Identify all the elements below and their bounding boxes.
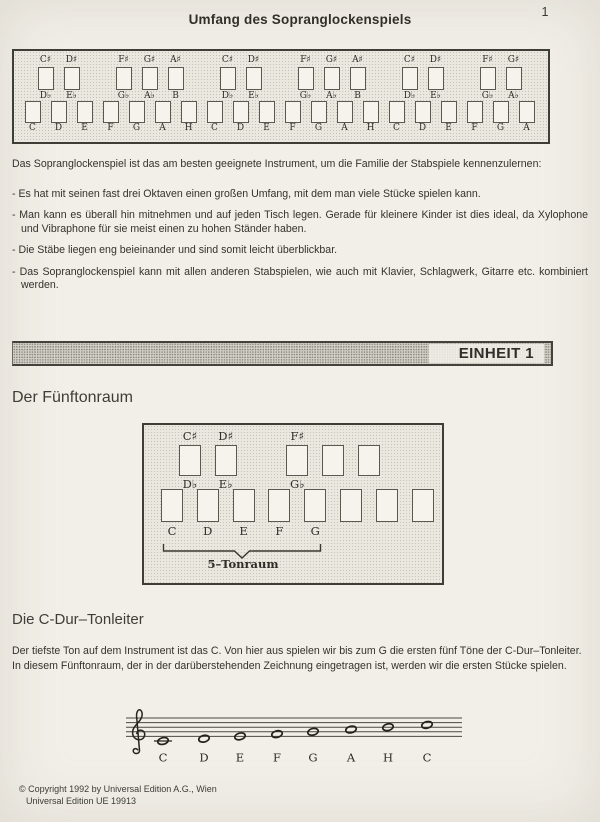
natural-bar bbox=[376, 489, 398, 522]
note-label: D bbox=[199, 750, 209, 765]
natural-bar bbox=[155, 101, 171, 123]
flat-label: G♭ bbox=[299, 91, 312, 101]
natural-bar bbox=[363, 101, 379, 123]
natural-bar-label: F bbox=[275, 524, 284, 538]
flat-label: D♭ bbox=[182, 477, 198, 491]
natural-bar-label: F bbox=[289, 123, 296, 133]
scale-paragraph-2: In diesem Fünftonraum, der in der darüberstehenden Zeichnung eingetragen ist, werden wir die ersten Stücke spielen. bbox=[12, 660, 567, 672]
natural-bar bbox=[412, 489, 434, 522]
note-label: H bbox=[382, 750, 394, 765]
natural-bar bbox=[519, 101, 535, 123]
accidental-bar bbox=[116, 67, 132, 90]
flat-label: B bbox=[354, 91, 361, 101]
sharp-label: C♯ bbox=[39, 55, 52, 65]
natural-bar-label: C bbox=[29, 123, 36, 133]
flat-label: D♭ bbox=[221, 91, 234, 101]
flat-label: E♭ bbox=[430, 91, 441, 101]
note-label: G bbox=[308, 750, 318, 765]
natural-bar-label: G bbox=[496, 123, 505, 133]
natural-bar bbox=[233, 101, 249, 123]
natural-bar-label: A bbox=[523, 123, 530, 133]
whole-note bbox=[198, 734, 210, 743]
glockenspiel-range-diagram bbox=[12, 49, 550, 144]
natural-bar-label: A bbox=[341, 123, 348, 133]
flat-label: E♭ bbox=[248, 91, 259, 101]
page-title: Umfang des Sopranglockenspiels bbox=[188, 12, 412, 27]
sharp-label: F♯ bbox=[300, 55, 311, 65]
note-label: F bbox=[273, 750, 281, 765]
sharp-label: G♯ bbox=[325, 55, 338, 65]
natural-bar bbox=[51, 101, 67, 123]
five-tone-heading: Der Fünftonraum bbox=[12, 389, 133, 406]
brace-path bbox=[164, 544, 321, 558]
accidental-bar bbox=[402, 67, 418, 90]
natural-bar bbox=[493, 101, 509, 123]
flat-label: A♭ bbox=[326, 91, 337, 101]
note-label: A bbox=[346, 750, 356, 765]
natural-bar bbox=[25, 101, 41, 123]
natural-bar-label: E bbox=[239, 524, 248, 538]
accidental-bar bbox=[428, 67, 444, 90]
natural-bar bbox=[161, 489, 183, 522]
accidental-bar bbox=[298, 67, 314, 90]
accidental-bar bbox=[322, 445, 344, 476]
intro-bullet: - Man kann es überall hin mitnehmen und auf jeden Tisch legen. Gerade für kleinere Kinder ist dies ideal, da Xylophone und Vibraphone für sie meist einen zu hohen Ständer haben. bbox=[12, 209, 588, 235]
natural-bar bbox=[337, 101, 353, 123]
natural-bar-label: F bbox=[107, 123, 114, 133]
natural-bar-label: E bbox=[445, 123, 452, 133]
accidental-bar bbox=[179, 445, 201, 476]
natural-bar bbox=[197, 489, 219, 522]
intro-bullet: - Die Stäbe liegen eng beieinander und sind somit leicht überblickbar. bbox=[12, 244, 338, 256]
accidental-bar bbox=[480, 67, 496, 90]
accidental-bar bbox=[220, 67, 236, 90]
intro-bullet-list bbox=[12, 188, 588, 293]
natural-bar-label: D bbox=[54, 123, 63, 133]
accidental-bar bbox=[350, 67, 366, 90]
natural-bar-label: H bbox=[366, 123, 375, 133]
five-tone-diagram bbox=[142, 423, 444, 585]
natural-bar-label: H bbox=[184, 123, 193, 133]
natural-bar bbox=[103, 101, 119, 123]
flat-label: B bbox=[172, 91, 179, 101]
natural-bar-label: A bbox=[159, 123, 166, 133]
sharp-label: C♯ bbox=[182, 429, 198, 443]
flat-label: D♭ bbox=[403, 91, 416, 101]
accidental-bar bbox=[142, 67, 158, 90]
natural-bar-label: C bbox=[393, 123, 400, 133]
flat-label: A♭ bbox=[508, 91, 519, 101]
sharp-label: F♯ bbox=[290, 429, 305, 443]
sharp-label: F♯ bbox=[482, 55, 493, 65]
natural-bar bbox=[340, 489, 362, 522]
natural-bar bbox=[233, 489, 255, 522]
note-label: E bbox=[235, 750, 245, 765]
note-label: C bbox=[422, 750, 432, 765]
copyright-line-1: © Copyright 1992 by Universal Edition A.G., Wien bbox=[19, 784, 217, 794]
intro-bullet: - Es hat mit seinen fast drei Oktaven einen großen Umfang, mit dem man viele Stücke spielen kann. bbox=[12, 187, 481, 200]
accidental-bar bbox=[324, 67, 340, 90]
sharp-label: C♯ bbox=[403, 55, 416, 65]
natural-bar bbox=[285, 101, 301, 123]
sharp-label: D♯ bbox=[429, 55, 442, 65]
flat-label: D♭ bbox=[39, 91, 52, 101]
whole-note bbox=[421, 720, 433, 729]
sharp-label: D♯ bbox=[218, 429, 234, 443]
scale-paragraph-1: Der tiefste Ton auf dem Instrument ist das C. Von hier aus spielen wir bis zum G die ersten fünf Töne der C-Dur–Tonleiter. bbox=[12, 645, 582, 657]
natural-bar bbox=[129, 101, 145, 123]
einheit-banner-label: EINHEIT 1 bbox=[429, 344, 544, 363]
natural-bar bbox=[181, 101, 197, 123]
natural-bar-label: C bbox=[211, 123, 218, 133]
flat-label: G♭ bbox=[289, 477, 305, 491]
natural-bar bbox=[268, 489, 290, 522]
flat-label: G♭ bbox=[117, 91, 130, 101]
natural-bar-label: D bbox=[203, 524, 213, 538]
natural-bar-label: G bbox=[310, 524, 320, 538]
accidental-bar bbox=[215, 445, 237, 476]
scale-paragraphs bbox=[12, 644, 588, 674]
sharp-label: F♯ bbox=[118, 55, 129, 65]
page-number: 1 bbox=[541, 5, 549, 19]
whole-note bbox=[345, 725, 357, 734]
einheit-banner bbox=[12, 341, 553, 366]
natural-bar-label: C bbox=[167, 524, 177, 538]
intro-lead: Das Sopranglockenspiel ist das am besten geeignete Instrument, um die Familie der Stabspiele kennenzulernen: bbox=[12, 158, 542, 170]
flat-label: G♭ bbox=[481, 91, 494, 101]
natural-bar bbox=[259, 101, 275, 123]
accidental-bar bbox=[64, 67, 80, 90]
natural-bar-label: D bbox=[418, 123, 427, 133]
accidental-bar bbox=[38, 67, 54, 90]
natural-bar bbox=[467, 101, 483, 123]
natural-bar bbox=[311, 101, 327, 123]
natural-bar-label: G bbox=[314, 123, 323, 133]
natural-bar bbox=[207, 101, 223, 123]
copyright-line-2: Universal Edition UE 19913 bbox=[26, 795, 137, 806]
natural-bar-label: E bbox=[263, 123, 270, 133]
intro-bullet: - Das Sopranglockenspiel kann mit allen anderen Stabspielen, wie auch mit Klavier, Schlagwerk, Gitarre etc. kombiniert werden. bbox=[12, 265, 588, 291]
sharp-label: D♯ bbox=[65, 55, 78, 65]
accidental-bar bbox=[358, 445, 380, 476]
flat-label: E♭ bbox=[66, 91, 77, 101]
sharp-label: G♯ bbox=[143, 55, 156, 65]
flat-label: E♭ bbox=[218, 477, 233, 491]
accidental-bar bbox=[286, 445, 308, 476]
accidental-bar bbox=[168, 67, 184, 90]
natural-bar bbox=[77, 101, 93, 123]
five-tone-brace-label: 5–Tonraum bbox=[207, 557, 279, 571]
natural-bar bbox=[441, 101, 457, 123]
sharp-label: G♯ bbox=[507, 55, 520, 65]
scale-heading: Die C-Dur–Tonleiter bbox=[12, 611, 144, 628]
natural-bar-label: G bbox=[132, 123, 141, 133]
accidental-bar bbox=[246, 67, 262, 90]
sharp-label: A♯ bbox=[170, 55, 181, 65]
note-label: C bbox=[158, 750, 168, 765]
natural-bar-label: E bbox=[81, 123, 88, 133]
natural-bar bbox=[389, 101, 405, 123]
sharp-label: D♯ bbox=[247, 55, 260, 65]
whole-note bbox=[271, 730, 283, 739]
copyright-footer bbox=[19, 784, 217, 807]
music-staff bbox=[110, 703, 470, 769]
intro-text bbox=[12, 158, 588, 301]
flat-label: A♭ bbox=[144, 91, 155, 101]
natural-bar bbox=[304, 489, 326, 522]
accidental-bar bbox=[506, 67, 522, 90]
natural-bar-label: D bbox=[236, 123, 245, 133]
sharp-label: C♯ bbox=[221, 55, 234, 65]
natural-bar-label: F bbox=[471, 123, 478, 133]
sharp-label: A♯ bbox=[352, 55, 363, 65]
natural-bar bbox=[415, 101, 431, 123]
